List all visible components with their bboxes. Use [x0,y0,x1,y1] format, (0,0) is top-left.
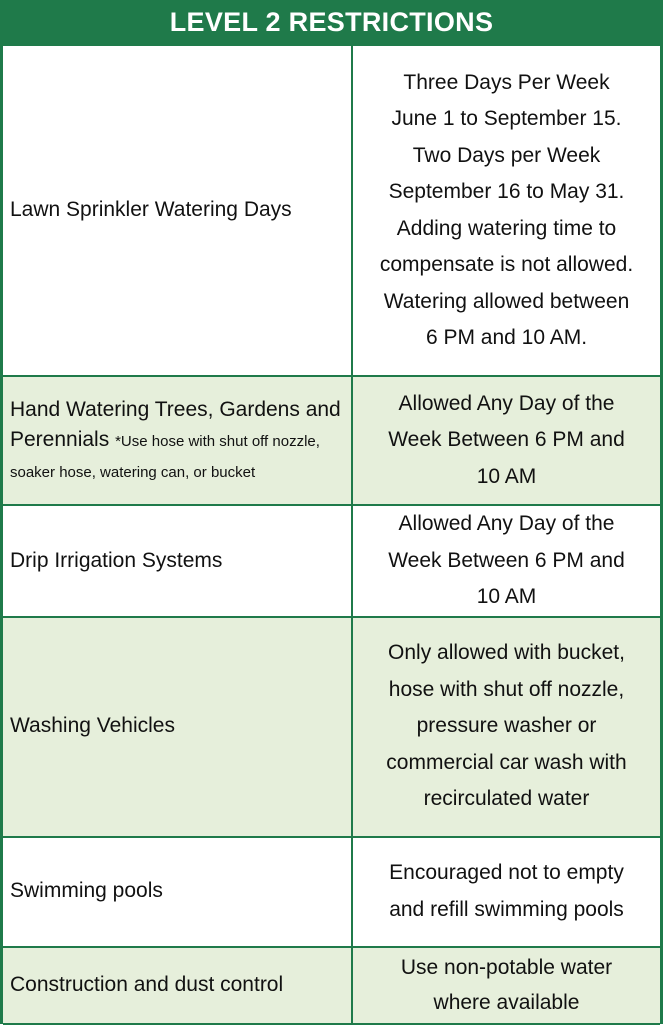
rule-line: Three Days Per Week [403,70,610,94]
rule-line: 10 AM [476,464,537,488]
rule-line: pressure washer or [416,714,597,738]
activity-cell [3,837,352,947]
table-title: LEVEL 2 RESTRICTIONS [3,0,660,46]
activity-note: *Use hose with shut off nozzle, soaker hose, watering can, or bucket [10,432,320,481]
rule-cell [352,947,660,1024]
rule-line: Two Days per Week [412,143,601,167]
activity-cell [3,947,352,1024]
table-row [3,376,660,505]
rule-line: Allowed Any Day of the [398,391,615,415]
rule-line: hose with shut off nozzle, [388,677,625,701]
activity-label: Hand Watering Trees, Gardens and Perennials [10,397,341,451]
rule-line: commercial car wash with [386,750,627,774]
table-row [3,837,660,947]
rule-line: and refill swimming pools [389,897,624,921]
rule-line: 6 PM and 10 AM. [425,326,588,349]
rule-cell [352,617,660,837]
rule-line: Watering allowed between [383,289,630,313]
rule-line: Use non-potable water [400,956,613,979]
rule-cell [352,376,660,505]
rule-line: September 16 to May 31. [388,180,625,203]
activity-cell [3,376,352,505]
rule-cell [352,505,660,617]
activity-cell [3,46,352,376]
rule-line: recirculated water [423,787,590,811]
rule-line: Allowed Any Day of the [398,512,615,535]
activity-label: Swimming pools [10,879,163,903]
rule-line: compensate is not allowed. [379,253,634,276]
rule-line: June 1 to September 15. [391,107,622,130]
rule-line: Encouraged not to empty [389,861,624,884]
table-row [3,46,660,376]
rule-line: Week Between 6 PM and [388,548,625,572]
activity-label: Drip Irrigation Systems [10,548,223,572]
activity-label: Washing Vehicles [10,714,175,738]
activity-cell [3,617,352,837]
table-row [3,947,660,1024]
activity-label: Construction and dust control [10,972,284,996]
rule-line: 10 AM [476,585,537,608]
rule-cell [352,46,660,376]
restrictions-table [3,46,660,1025]
table-row [3,617,660,837]
table-row [3,505,660,617]
rule-line: where available [433,991,580,1014]
activity-label: Lawn Sprinkler Watering Days [10,198,292,222]
rule-line: Adding watering time to [396,216,617,240]
rule-cell [352,837,660,947]
activity-cell [3,505,352,617]
rule-line: Only allowed with bucket, [388,641,625,665]
rule-line: Week Between 6 PM and [388,428,625,452]
